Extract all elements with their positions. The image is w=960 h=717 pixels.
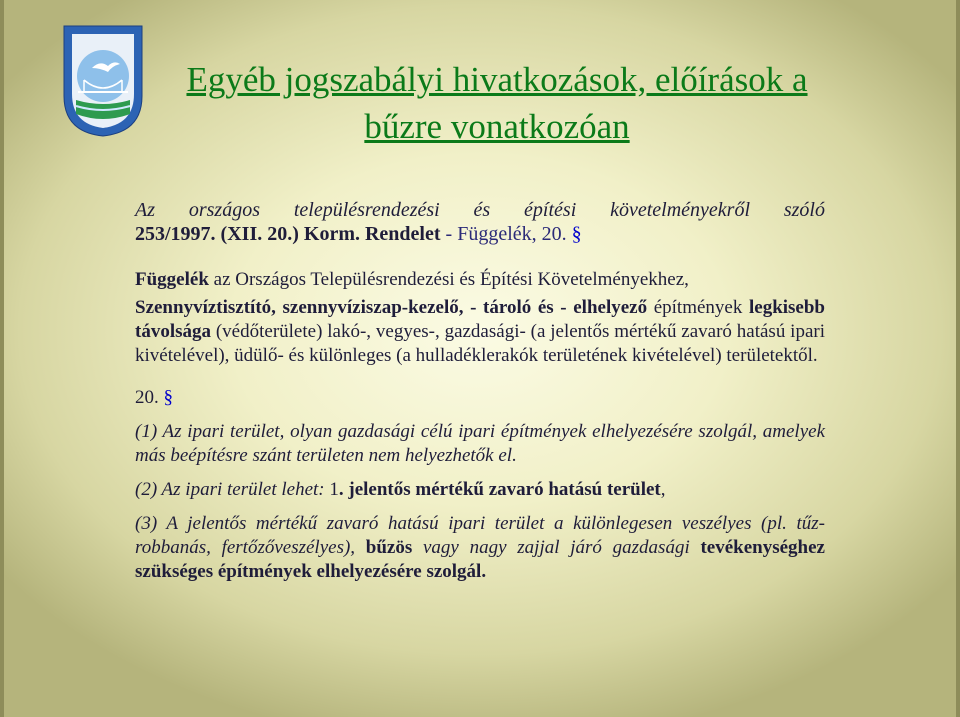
appendix-reference: - Függelék, 20.: [445, 223, 567, 245]
paragraph-3-bold-2: tevékenységhez szükséges építmények elhelyezésére szolgál.: [135, 537, 825, 582]
section-heading: [135, 386, 825, 410]
appendix-subject-rest: építmények: [647, 297, 743, 318]
section-sign: §: [571, 223, 582, 245]
paragraph-2-text: (2) Az ipari terület lehet:: [135, 479, 330, 500]
paragraph-3-text-2: vagy nagy zajjal járó gazdasági: [412, 537, 701, 558]
appendix-heading: [135, 268, 825, 292]
section-number: 20.: [135, 387, 159, 408]
paragraph-3-text: (3) A jelentős mértékű zavaró hatású ipari terület a különlegesen veszélyes (pl. tűz-robbanás, fertőzőveszélyes),: [135, 513, 825, 558]
appendix-distance: legkisebb távolsága: [135, 297, 826, 342]
appendix-body-text: (védőterülete) lakó-, vegyes-, gazdasági- (a jelentős mértékű zavaró hatású ipari kivételével), üdülő- és különleges (a hulladéklerakók területének kivételével) területektől.: [135, 321, 825, 366]
slide-content: [135, 198, 825, 584]
title-line-2: bűzre vonatkozóan: [364, 107, 630, 146]
paragraph-2-end: ,: [660, 479, 666, 500]
slide-title: [152, 56, 842, 150]
section-paragraph-2: [135, 478, 825, 502]
title-line-1: Egyéb jogszabályi hivatkozások, előírások a: [186, 60, 808, 99]
appendix-heading-text: az Országos Településrendezési és Építési Követelményekhez,: [208, 269, 689, 290]
paragraph-2-number: 1: [329, 479, 339, 500]
section-paragraph-3: [135, 512, 825, 584]
regulation-number: 253/1997. (XII. 20.) Korm. Rendelet: [135, 223, 441, 245]
paragraph-2-bold: . jelentős mértékű zavaró hatású terület: [338, 479, 661, 500]
section-sign-2: §: [163, 387, 173, 408]
appendix-label: Függelék: [135, 269, 209, 290]
appendix-body: [135, 296, 825, 368]
regulation-name: Az országos településrendezési és építési követelményekről szóló: [135, 199, 825, 221]
organization-logo: [62, 24, 144, 138]
paragraph-3-bold-1: bűzös: [365, 537, 413, 558]
appendix-subject: Szennyvíztisztító, szennyvíziszap-kezelő, - tároló és - elhelyező: [135, 297, 648, 318]
regulation-reference: [135, 222, 825, 246]
section-paragraph-1: (1) Az ipari terület, olyan gazdasági célú ipari építmények elhelyezésére szolgál, amelyek más beépítésre szánt területen nem helyezhetők el.: [135, 421, 825, 466]
